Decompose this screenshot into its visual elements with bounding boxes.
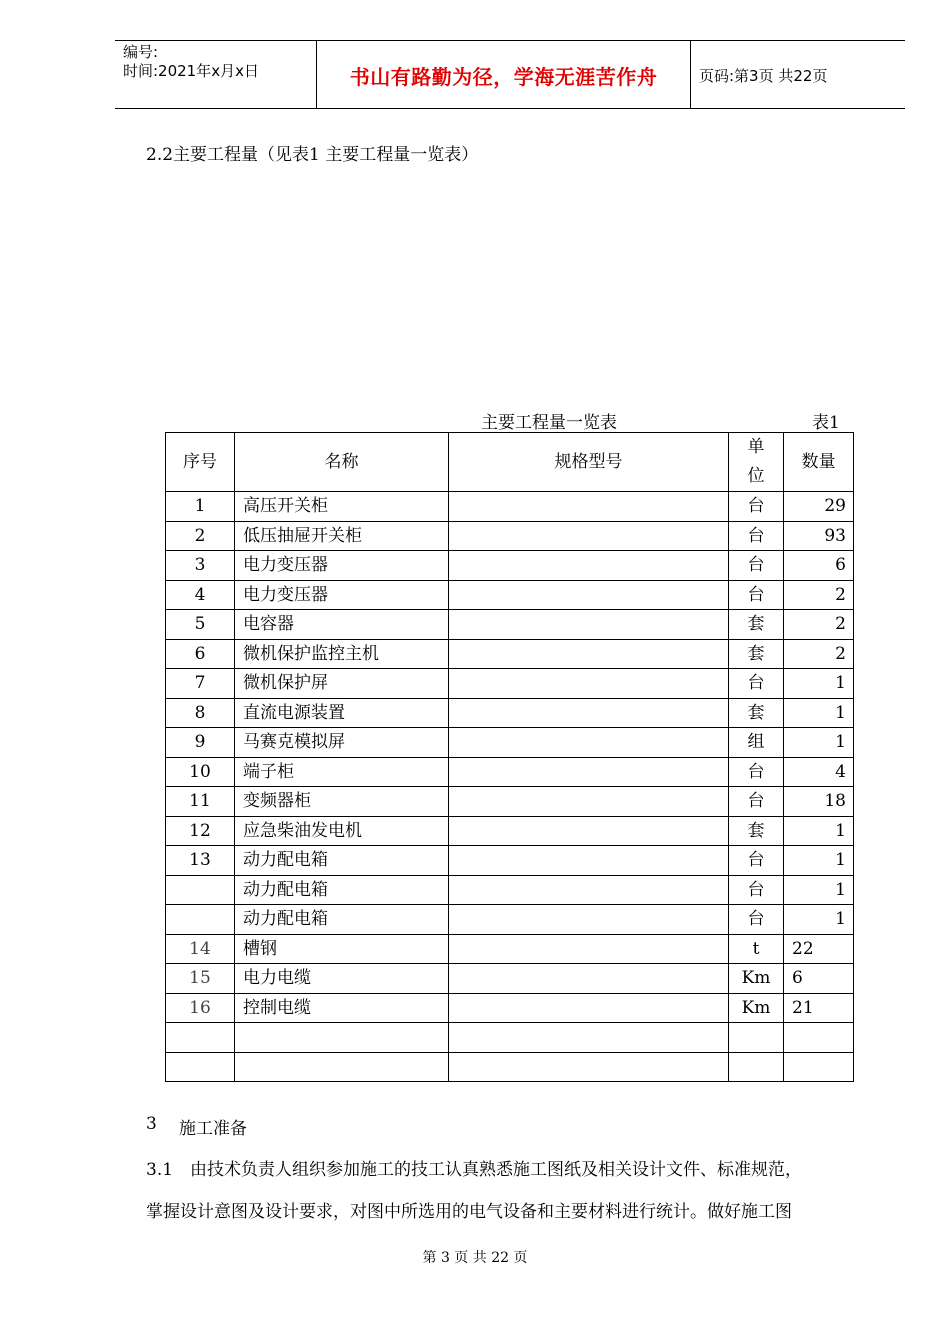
- cell-number: 8: [166, 698, 235, 728]
- cell-unit: 套: [729, 698, 784, 728]
- cell-name: 电力变压器: [235, 580, 449, 610]
- page-header: [115, 40, 905, 109]
- cell-name: 马赛克模拟屏: [235, 728, 449, 758]
- cell-name: [235, 1052, 449, 1082]
- table-row: [166, 639, 854, 669]
- cell-spec: [449, 846, 729, 876]
- table-row: [166, 610, 854, 640]
- cell-spec: [449, 875, 729, 905]
- cell-name: 电力电缆: [235, 964, 449, 994]
- cell-quantity: [784, 1052, 854, 1082]
- table-tag: 表1: [812, 413, 840, 433]
- cell-spec: [449, 964, 729, 994]
- table-row: [166, 580, 854, 610]
- cell-spec: [449, 816, 729, 846]
- cell-quantity: 1: [784, 816, 854, 846]
- table-row: [166, 964, 854, 994]
- cell-spec: [449, 728, 729, 758]
- cell-unit: 套: [729, 816, 784, 846]
- cell-unit: 台: [729, 492, 784, 522]
- cell-name: 槽钢: [235, 934, 449, 964]
- table-row: [166, 787, 854, 817]
- cell-spec: [449, 580, 729, 610]
- cell-number: [166, 905, 235, 935]
- header-divider: [690, 41, 691, 108]
- cell-spec: [449, 669, 729, 699]
- cell-quantity: 1: [784, 905, 854, 935]
- column-header: 序号: [166, 433, 235, 492]
- section-3-title: 施工准备: [179, 1119, 247, 1139]
- cell-name: 动力配电箱: [235, 905, 449, 935]
- cell-unit: 台: [729, 669, 784, 699]
- cell-quantity: 2: [784, 610, 854, 640]
- section-2-2-heading: 2.2主要工程量（见表1 主要工程量一览表）: [146, 145, 479, 165]
- cell-number: 2: [166, 521, 235, 551]
- page-footer: 第 3 页 共 22 页: [422, 1250, 528, 1266]
- column-header: 单位: [729, 433, 784, 492]
- table-row: [166, 551, 854, 581]
- cell-name: 微机保护屏: [235, 669, 449, 699]
- cell-unit: Km: [729, 964, 784, 994]
- table-row: [166, 1052, 854, 1082]
- cell-unit: 台: [729, 757, 784, 787]
- column-header: 数量: [784, 433, 854, 492]
- cell-number: 16: [166, 993, 235, 1023]
- cell-number: 14: [166, 934, 235, 964]
- cell-name: 电容器: [235, 610, 449, 640]
- cell-quantity: [784, 1023, 854, 1053]
- table-row: [166, 993, 854, 1023]
- cell-spec: [449, 1023, 729, 1053]
- cell-spec: [449, 521, 729, 551]
- table-row: [166, 816, 854, 846]
- header-time: 时间:2021年x月x日: [123, 62, 259, 80]
- header-page-number: 页码:第3页 共22页: [699, 67, 828, 85]
- cell-quantity: 6: [784, 964, 854, 994]
- cell-unit: 台: [729, 905, 784, 935]
- cell-name: [235, 1023, 449, 1053]
- cell-spec: [449, 492, 729, 522]
- cell-spec: [449, 639, 729, 669]
- cell-name: 直流电源装置: [235, 698, 449, 728]
- cell-number: 6: [166, 639, 235, 669]
- cell-spec: [449, 934, 729, 964]
- cell-quantity: 6: [784, 551, 854, 581]
- cell-unit: [729, 1052, 784, 1082]
- table-row: [166, 728, 854, 758]
- cell-quantity: 2: [784, 639, 854, 669]
- cell-name: 变频器柜: [235, 787, 449, 817]
- cell-unit: 台: [729, 551, 784, 581]
- cell-number: [166, 1052, 235, 1082]
- paragraph-3-1-line-1: 3.1 由技术负责人组织参加施工的技工认真熟悉施工图纸及相关设计文件、标准规范，: [146, 1160, 803, 1180]
- table-header-row: [166, 433, 854, 492]
- cell-number: 1: [166, 492, 235, 522]
- cell-quantity: 21: [784, 993, 854, 1023]
- table-row: [166, 934, 854, 964]
- cell-name: 应急柴油发电机: [235, 816, 449, 846]
- cell-spec: [449, 698, 729, 728]
- cell-number: 12: [166, 816, 235, 846]
- table-row: [166, 757, 854, 787]
- paragraph-3-1-line-2: 掌握设计意图及设计要求，对图中所选用的电气设备和主要材料进行统计。做好施工图: [146, 1202, 792, 1222]
- header-number: 编号:: [123, 43, 159, 61]
- cell-number: 4: [166, 580, 235, 610]
- cell-quantity: 22: [784, 934, 854, 964]
- table-row: [166, 846, 854, 876]
- table-row: [166, 1023, 854, 1053]
- cell-spec: [449, 551, 729, 581]
- table-title: 主要工程量一览表: [481, 413, 617, 433]
- cell-number: 3: [166, 551, 235, 581]
- table-row: [166, 905, 854, 935]
- cell-name: 控制电缆: [235, 993, 449, 1023]
- cell-name: 端子柜: [235, 757, 449, 787]
- cell-number: 10: [166, 757, 235, 787]
- cell-unit: 台: [729, 580, 784, 610]
- header-motto: 书山有路勤为径，学海无涯苦作舟: [349, 65, 658, 89]
- cell-number: [166, 875, 235, 905]
- section-3-number: 3: [146, 1114, 157, 1134]
- cell-unit: 台: [729, 875, 784, 905]
- cell-spec: [449, 610, 729, 640]
- cell-quantity: 29: [784, 492, 854, 522]
- cell-spec: [449, 757, 729, 787]
- cell-name: 高压开关柜: [235, 492, 449, 522]
- cell-name: 微机保护监控主机: [235, 639, 449, 669]
- cell-quantity: 1: [784, 698, 854, 728]
- cell-number: 11: [166, 787, 235, 817]
- column-header: 名称: [235, 433, 449, 492]
- table-row: [166, 698, 854, 728]
- cell-quantity: 2: [784, 580, 854, 610]
- column-header: 规格型号: [449, 433, 729, 492]
- cell-unit: 台: [729, 787, 784, 817]
- cell-name: 电力变压器: [235, 551, 449, 581]
- quantities-table: [165, 432, 854, 1082]
- cell-quantity: 1: [784, 669, 854, 699]
- cell-name: 动力配电箱: [235, 875, 449, 905]
- cell-unit: 套: [729, 639, 784, 669]
- cell-spec: [449, 1052, 729, 1082]
- cell-quantity: 1: [784, 846, 854, 876]
- cell-quantity: 93: [784, 521, 854, 551]
- table-row: [166, 492, 854, 522]
- cell-name: 低压抽屉开关柜: [235, 521, 449, 551]
- cell-quantity: 1: [784, 875, 854, 905]
- cell-name: 动力配电箱: [235, 846, 449, 876]
- cell-number: 15: [166, 964, 235, 994]
- cell-number: 5: [166, 610, 235, 640]
- cell-unit: t: [729, 934, 784, 964]
- cell-quantity: 18: [784, 787, 854, 817]
- cell-spec: [449, 787, 729, 817]
- cell-unit: Km: [729, 993, 784, 1023]
- cell-unit: 台: [729, 521, 784, 551]
- cell-spec: [449, 993, 729, 1023]
- cell-number: [166, 1023, 235, 1053]
- cell-number: 13: [166, 846, 235, 876]
- cell-unit: 台: [729, 846, 784, 876]
- cell-unit: 组: [729, 728, 784, 758]
- cell-unit: 套: [729, 610, 784, 640]
- table-row: [166, 521, 854, 551]
- header-meta: [123, 43, 259, 81]
- cell-number: 9: [166, 728, 235, 758]
- cell-spec: [449, 905, 729, 935]
- table-row: [166, 669, 854, 699]
- cell-quantity: 1: [784, 728, 854, 758]
- cell-quantity: 4: [784, 757, 854, 787]
- cell-number: 7: [166, 669, 235, 699]
- table-row: [166, 875, 854, 905]
- cell-unit: [729, 1023, 784, 1053]
